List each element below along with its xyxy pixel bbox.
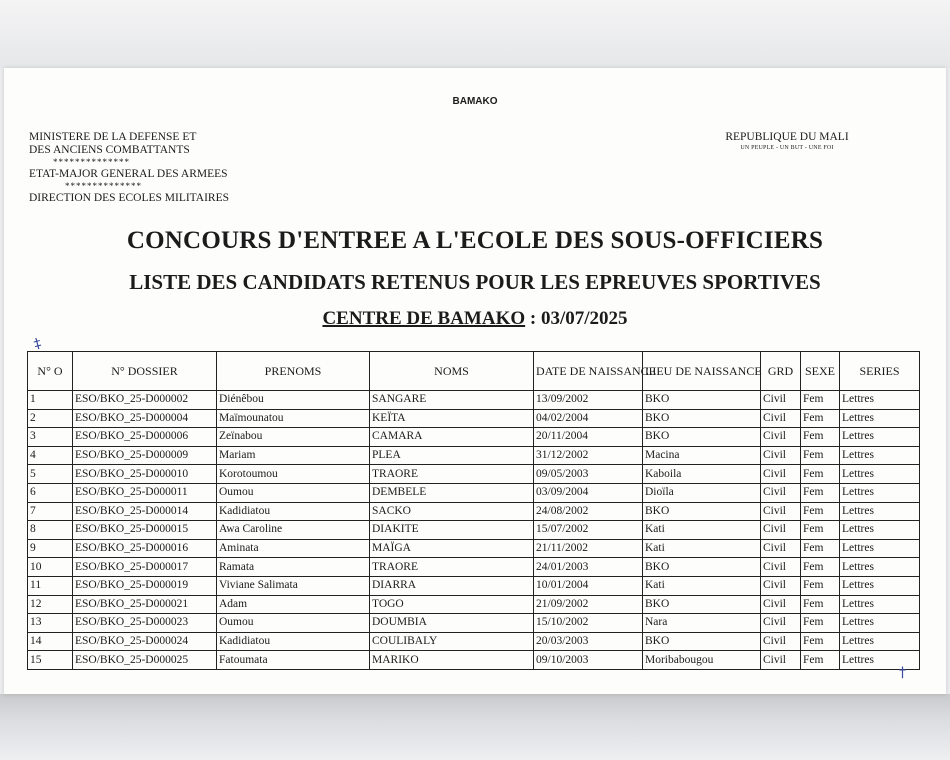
table-cell: Fem	[801, 502, 840, 521]
table-cell: 12	[28, 595, 73, 614]
table-cell: BKO	[643, 595, 761, 614]
document-title: CONCOURS D'ENTREE A L'ECOLE DES SOUS-OFFICIERS	[126, 227, 824, 254]
table-cell: TRAORE	[370, 558, 534, 577]
table-cell: Civil	[761, 595, 801, 614]
table-cell: Fem	[801, 428, 840, 447]
table-cell: Civil	[761, 539, 801, 558]
table-cell: Lettres	[840, 614, 920, 633]
candidates-table	[27, 351, 920, 670]
table-row	[28, 502, 920, 521]
table-cell: ESO/BKO_25-D000004	[73, 409, 217, 428]
table-cell: Fem	[801, 558, 840, 577]
table-cell: 04/02/2004	[534, 409, 643, 428]
table-cell: Lettres	[840, 465, 920, 484]
table-cell: Fem	[801, 521, 840, 540]
table-cell: Lettres	[840, 483, 920, 502]
table-cell: Lettres	[840, 409, 920, 428]
table-cell: ESO/BKO_25-D000011	[73, 483, 217, 502]
table-body	[28, 391, 920, 670]
table-row	[28, 409, 920, 428]
table-cell: Fem	[801, 483, 840, 502]
table-cell: Lettres	[840, 521, 920, 540]
table-cell: 31/12/2002	[534, 446, 643, 465]
table-cell: ESO/BKO_25-D000010	[73, 465, 217, 484]
photo-background-bottom	[0, 694, 950, 760]
table-cell: Civil	[761, 465, 801, 484]
table-cell: ESO/BKO_25-D000021	[73, 595, 217, 614]
table-cell: Civil	[761, 521, 801, 540]
table-cell: MAÏGA	[370, 539, 534, 558]
table-row	[28, 539, 920, 558]
table-row	[28, 428, 920, 447]
table-cell: 15	[28, 651, 73, 670]
table-cell: ESO/BKO_25-D000017	[73, 558, 217, 577]
table-cell: Civil	[761, 576, 801, 595]
table-cell: 10	[28, 558, 73, 577]
table-cell: Moribabougou	[643, 651, 761, 670]
table-row	[28, 595, 920, 614]
table-cell: Macina	[643, 446, 761, 465]
table-cell: 5	[28, 465, 73, 484]
table-cell: Fatoumata	[217, 651, 370, 670]
table-row	[28, 446, 920, 465]
table-cell: 7	[28, 502, 73, 521]
table-cell: ESO/BKO_25-D000014	[73, 502, 217, 521]
table-cell: Lettres	[840, 576, 920, 595]
table-cell: TOGO	[370, 595, 534, 614]
table-cell: 09/05/2003	[534, 465, 643, 484]
table-cell: PLEA	[370, 446, 534, 465]
table-cell: Civil	[761, 409, 801, 428]
table-cell: 13/09/2002	[534, 391, 643, 410]
table-cell: Maïmounatou	[217, 409, 370, 428]
table-cell: BKO	[643, 558, 761, 577]
table-cell: 3	[28, 428, 73, 447]
table-header-row	[28, 352, 920, 391]
table-row	[28, 558, 920, 577]
table-cell: Civil	[761, 428, 801, 447]
ministry-separator-1: **************	[53, 157, 130, 167]
initial-mark-icon: †	[899, 665, 906, 681]
table-cell: Dioïla	[643, 483, 761, 502]
table-cell: ESO/BKO_25-D000016	[73, 539, 217, 558]
table-row	[28, 391, 920, 410]
table-cell: KEÏTA	[370, 409, 534, 428]
table-cell: Civil	[761, 558, 801, 577]
table-cell: 4	[28, 446, 73, 465]
table-row	[28, 465, 920, 484]
table-cell: Lettres	[840, 446, 920, 465]
column-header: DATE DE NAISSANCE	[534, 352, 643, 391]
table-cell: 6	[28, 483, 73, 502]
table-cell: 24/08/2002	[534, 502, 643, 521]
table-cell: 9	[28, 539, 73, 558]
column-header: N° O	[28, 352, 73, 391]
table-cell: Fem	[801, 465, 840, 484]
table-cell: 14	[28, 632, 73, 651]
table-cell: Lettres	[840, 539, 920, 558]
table-row	[28, 614, 920, 633]
column-header: SERIES	[840, 352, 920, 391]
table-cell: 11	[28, 576, 73, 595]
table-cell: Kati	[643, 576, 761, 595]
table-row	[28, 651, 920, 670]
table-cell: Fem	[801, 409, 840, 428]
table-cell: Adam	[217, 595, 370, 614]
table-cell: SANGARE	[370, 391, 534, 410]
table-cell: ESO/BKO_25-D000025	[73, 651, 217, 670]
table-cell: ESO/BKO_25-D000019	[73, 576, 217, 595]
table-cell: Kadidiatou	[217, 632, 370, 651]
centre-name: CENTRE DE BAMAKO	[322, 308, 526, 329]
table-cell: Ramata	[217, 558, 370, 577]
table-cell: BKO	[643, 632, 761, 651]
centre-separator: :	[525, 308, 541, 329]
table-cell: Kati	[643, 539, 761, 558]
table-cell: Fem	[801, 595, 840, 614]
table-cell: 20/03/2003	[534, 632, 643, 651]
table-cell: ESO/BKO_25-D000006	[73, 428, 217, 447]
table-cell: ESO/BKO_25-D000009	[73, 446, 217, 465]
table-cell: DOUMBIA	[370, 614, 534, 633]
table-cell: Fem	[801, 632, 840, 651]
table-cell: Fem	[801, 391, 840, 410]
table-cell: Mariam	[217, 446, 370, 465]
table-cell: DIAKITE	[370, 521, 534, 540]
table-cell: 09/10/2003	[534, 651, 643, 670]
ministry-line-2: DES ANCIENS COMBATTANTS	[29, 144, 190, 156]
table-cell: Lettres	[840, 632, 920, 651]
column-header: NOMS	[370, 352, 534, 391]
table-cell: Civil	[761, 502, 801, 521]
table-cell: ESO/BKO_25-D000024	[73, 632, 217, 651]
table-cell: Civil	[761, 483, 801, 502]
table-cell: Korotoumou	[217, 465, 370, 484]
table-cell: DIARRA	[370, 576, 534, 595]
table-cell: Fem	[801, 614, 840, 633]
centre-date-line	[4, 308, 946, 330]
table-cell: Kadidiatou	[217, 502, 370, 521]
table-cell: 15/07/2002	[534, 521, 643, 540]
table-cell: Civil	[761, 614, 801, 633]
table-cell: Civil	[761, 391, 801, 410]
ministry-line-4: DIRECTION DES ECOLES MILITAIRES	[29, 192, 229, 204]
table-cell: 2	[28, 409, 73, 428]
table-cell: BKO	[643, 391, 761, 410]
column-header: LIEU DE NAISSANCE	[643, 352, 761, 391]
table-cell: Nara	[643, 614, 761, 633]
table-row	[28, 576, 920, 595]
table-cell: 20/11/2004	[534, 428, 643, 447]
ministry-block	[29, 131, 229, 205]
table-cell: 21/09/2002	[534, 595, 643, 614]
table-cell: Lettres	[840, 558, 920, 577]
photo-background-top	[0, 0, 950, 68]
table-cell: Lettres	[840, 428, 920, 447]
table-cell: Kaboila	[643, 465, 761, 484]
table-cell: Viviane Salimata	[217, 576, 370, 595]
table-cell: Fem	[801, 651, 840, 670]
table-cell: 15/10/2002	[534, 614, 643, 633]
table-cell: Fem	[801, 539, 840, 558]
table-cell: Oumou	[217, 614, 370, 633]
table-cell: BKO	[643, 409, 761, 428]
table-cell: Fem	[801, 446, 840, 465]
table-cell: MARIKO	[370, 651, 534, 670]
table-cell: Diénêbou	[217, 391, 370, 410]
table-cell: Zeïnabou	[217, 428, 370, 447]
table-cell: BKO	[643, 428, 761, 447]
table-cell: Fem	[801, 576, 840, 595]
table-cell: Aminata	[217, 539, 370, 558]
document-page	[4, 68, 946, 694]
table-cell: Civil	[761, 446, 801, 465]
table-row	[28, 521, 920, 540]
city-header: BAMAKO	[452, 96, 498, 107]
table-cell: Kati	[643, 521, 761, 540]
table-cell: 03/09/2004	[534, 483, 643, 502]
table-cell: 21/11/2002	[534, 539, 643, 558]
table-cell: CAMARA	[370, 428, 534, 447]
column-header: N° DOSSIER	[73, 352, 217, 391]
column-header: GRD	[761, 352, 801, 391]
table-cell: 8	[28, 521, 73, 540]
ministry-line-3: ETAT-MAJOR GENERAL DES ARMEES	[29, 168, 228, 180]
column-header: PRENOMS	[217, 352, 370, 391]
table-cell: Lettres	[840, 651, 920, 670]
ministry-separator-2: **************	[65, 181, 142, 191]
table-cell: ESO/BKO_25-D000002	[73, 391, 217, 410]
table-row	[28, 483, 920, 502]
republic-name: REPUBLIQUE DU MALI	[725, 131, 849, 143]
table-cell: BKO	[643, 502, 761, 521]
table-cell: Civil	[761, 632, 801, 651]
table-cell: Oumou	[217, 483, 370, 502]
table-cell: SACKO	[370, 502, 534, 521]
table-cell: ESO/BKO_25-D000023	[73, 614, 217, 633]
column-header: SEXE	[801, 352, 840, 391]
republic-motto: UN PEUPLE - UN BUT - UNE FOI	[740, 145, 834, 151]
table-cell: TRAORE	[370, 465, 534, 484]
table-cell: 1	[28, 391, 73, 410]
republic-block	[687, 131, 887, 152]
table-cell: Awa Caroline	[217, 521, 370, 540]
table-cell: 13	[28, 614, 73, 633]
table-row	[28, 632, 920, 651]
list-date: 03/07/2025	[540, 308, 628, 329]
table-cell: ESO/BKO_25-D000015	[73, 521, 217, 540]
table-cell: Lettres	[840, 502, 920, 521]
table-cell: Lettres	[840, 595, 920, 614]
table-cell: Civil	[761, 651, 801, 670]
table-cell: 10/01/2004	[534, 576, 643, 595]
ministry-line-1: MINISTERE DE LA DEFENSE ET	[29, 131, 197, 143]
table-cell: COULIBALY	[370, 632, 534, 651]
pen-mark-icon: ‡	[32, 335, 43, 353]
table-cell: 24/01/2003	[534, 558, 643, 577]
document-subtitle: LISTE DES CANDIDATS RETENUS POUR LES EPREUVES SPORTIVES	[129, 270, 821, 294]
table-cell: DEMBELE	[370, 483, 534, 502]
table-cell: Lettres	[840, 391, 920, 410]
